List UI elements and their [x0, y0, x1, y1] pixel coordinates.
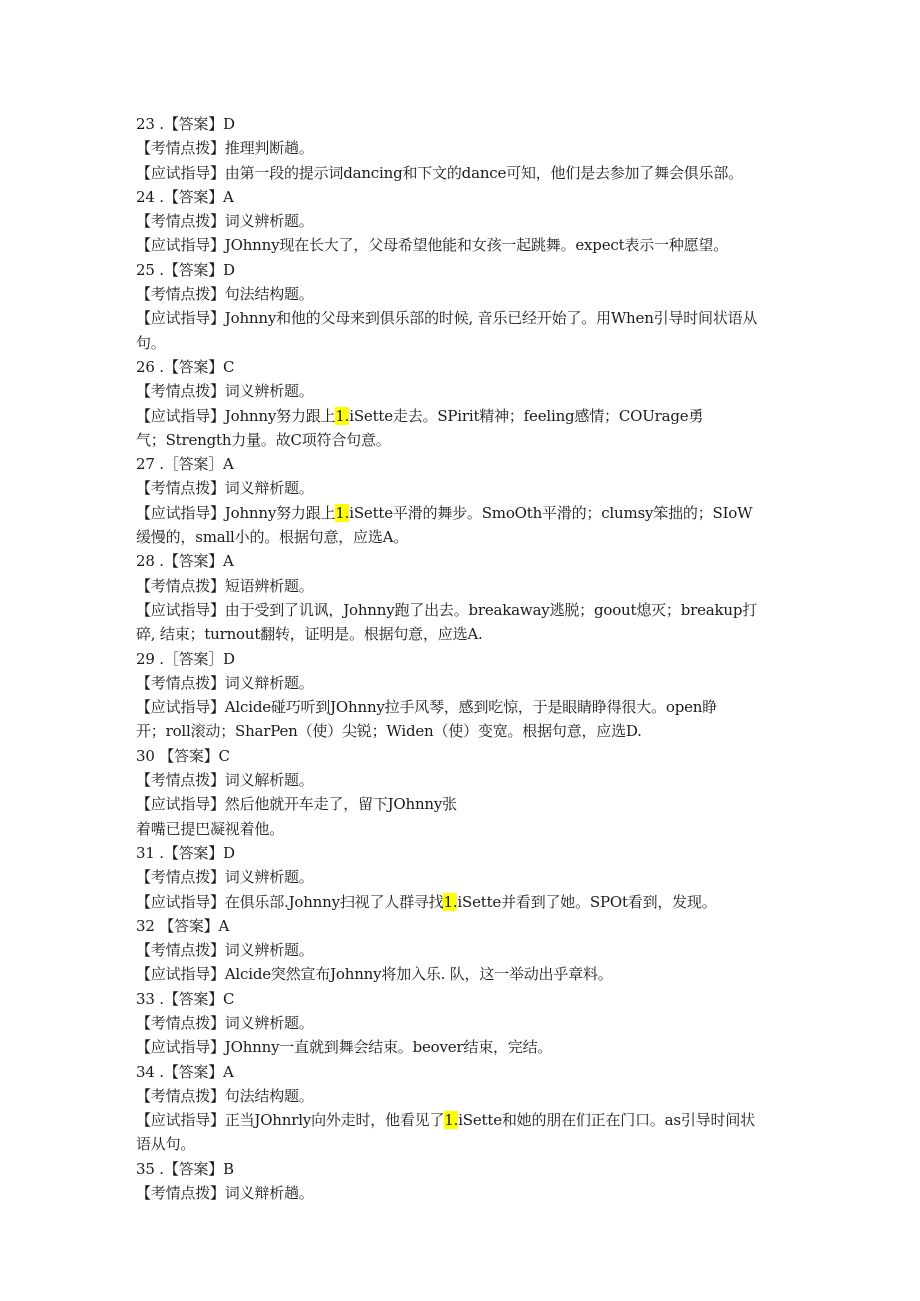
text-run: iSette走去。SPirit精神；feeling感情；COUrage勇 — [349, 406, 704, 425]
text-line — [136, 1181, 796, 1205]
text-run: 语从句。 — [136, 1135, 196, 1154]
text-line — [136, 428, 796, 452]
text-run: 开；roll滚动；SharPen（使）尖锐；Widen（使）变宽。根据句意，应选D. — [136, 722, 642, 741]
text-run: 气；Strength力量。故C项符合句意。 — [136, 430, 391, 449]
text-run: 【考情点拨】词义辩析题。 — [136, 673, 314, 692]
text-run: 32 【答案】A — [136, 916, 230, 935]
text-run: 【应试指导】Alcide突然宣布Johnny将加入乐. 队，这一举动出乎章料。 — [136, 965, 613, 984]
text-line — [136, 185, 796, 209]
text-line — [136, 379, 796, 403]
text-run: 30 【答案】C — [136, 746, 230, 765]
text-run: 【应试指导】正当JOhnrly向外走时，他看见了 — [136, 1111, 445, 1130]
text-line — [136, 768, 796, 792]
text-run: 33 .【答案】C — [136, 989, 235, 1008]
text-line — [136, 209, 796, 233]
text-run: 句。 — [136, 333, 166, 352]
text-line — [136, 1084, 796, 1108]
text-line — [136, 1011, 796, 1035]
text-run: 27 .［答案］A — [136, 455, 234, 474]
highlighted-text: 1. — [444, 1111, 459, 1130]
text-run: 【应试指导】Johnny和他的父母来到俱乐部的时候, 音乐已经开始了。用When引导时间状语从 — [136, 309, 758, 328]
text-run: 25 .【答案】D — [136, 260, 235, 279]
text-run: 【考情点拨】句法结构题。 — [136, 285, 314, 304]
text-run: 【应试指导】Johnny努力跟上 — [136, 503, 336, 522]
text-line — [136, 331, 796, 355]
text-line — [136, 258, 796, 282]
text-run: iSette和她的朋在们正在门口。as引导时间状 — [458, 1111, 755, 1130]
text-run: 着嘴已提巴凝视着他。 — [136, 819, 285, 838]
text-run: 【考情点拨】词义辩析题。 — [136, 479, 314, 498]
text-line — [136, 355, 796, 379]
text-line — [136, 501, 796, 525]
text-run: 【应试指导】JOhnny一直就到舞会结束。beover结束，完结。 — [136, 1038, 553, 1057]
text-line — [136, 574, 796, 598]
text-line — [136, 695, 796, 719]
text-run: 【考情点拨】短语辨析题。 — [136, 576, 314, 595]
text-line — [136, 1157, 796, 1181]
text-line — [136, 1108, 796, 1132]
text-run: 【应试指导】Johnny努力跟上 — [136, 406, 336, 425]
text-line — [136, 598, 796, 622]
text-line — [136, 525, 796, 549]
text-line — [136, 962, 796, 986]
text-run: 28 .【答案】A — [136, 552, 234, 571]
text-run: 26 .【答案】C — [136, 357, 235, 376]
text-line — [136, 914, 796, 938]
text-run: iSette平滑的舞步。SmoOth平滑的；clumsy笨拙的；SIoW — [349, 503, 753, 522]
text-line — [136, 841, 796, 865]
text-run: 【考情点拨】词义辨析题。 — [136, 941, 314, 960]
answer-key-text — [136, 112, 796, 1205]
highlighted-text: 1. — [443, 892, 458, 911]
text-run: 【应试指导】JOhnny现在长大了，父母希望他能和女孩一起跳舞。expect表示一种愿望。 — [136, 236, 729, 255]
text-line — [136, 161, 796, 185]
highlighted-text: 1. — [335, 503, 350, 522]
text-run: 碎, 结束；turnout翻转，证明是。根据句意，应选A. — [136, 625, 483, 644]
text-line — [136, 865, 796, 889]
text-line — [136, 136, 796, 160]
text-line — [136, 817, 796, 841]
text-line — [136, 549, 796, 573]
text-run: 24 .【答案】A — [136, 187, 234, 206]
text-line — [136, 306, 796, 330]
text-line — [136, 404, 796, 428]
text-run: 【应试指导】由于受到了讥讽，Johnny跑了出去。breakaway逃脱；goout熄灭；breakup打 — [136, 600, 758, 619]
text-line — [136, 744, 796, 768]
text-run: 31 .【答案】D — [136, 843, 235, 862]
text-line — [136, 282, 796, 306]
text-line — [136, 671, 796, 695]
text-run: 【考情点拨】词义辨析题。 — [136, 868, 314, 887]
text-line — [136, 1035, 796, 1059]
text-line — [136, 647, 796, 671]
highlighted-text: 1. — [335, 406, 350, 425]
text-line — [136, 233, 796, 257]
text-run: 23 .【答案】D — [136, 115, 235, 133]
text-line — [136, 792, 796, 816]
text-run: 【应试指导】Alcide碰巧听到JOhnny拉手风琴，感到吃惊，于是眼睛睁得很大。open睁 — [136, 698, 718, 717]
text-run: 35 .【答案】B — [136, 1159, 234, 1178]
text-run: 【应试指导】然后他就开车走了，留下JOhnny张 — [136, 795, 457, 814]
text-line — [136, 938, 796, 962]
text-run: 【考情点拨】词义辨析题。 — [136, 382, 314, 401]
text-run: 缓慢的，small小的。根据句意，应选A。 — [136, 528, 409, 547]
text-line — [136, 719, 796, 743]
text-line — [136, 112, 796, 136]
text-line — [136, 1060, 796, 1084]
text-line — [136, 1132, 796, 1156]
text-run: 【考情点拨】推理判断趟。 — [136, 139, 314, 158]
text-run: 29 .［答案］D — [136, 649, 235, 668]
text-line — [136, 452, 796, 476]
text-run: 【应试指导】由第一段的提示词dancing和下文的dance可知，他们是去参加了舞会俱乐部。 — [136, 163, 743, 182]
text-run: 【应试指导】在俱乐部.Johnny扫视了人群寻找 — [136, 892, 444, 911]
text-line — [136, 890, 796, 914]
text-run: 【考情点拨】词义解析题。 — [136, 771, 314, 790]
text-line — [136, 476, 796, 500]
text-run: 【考情点拨】词义辨析题。 — [136, 1013, 314, 1032]
text-line — [136, 622, 796, 646]
text-line — [136, 987, 796, 1011]
text-run: iSette并看到了她。SPOt看到，发现。 — [457, 892, 717, 911]
text-run: 【考情点拨】词义辩析趟。 — [136, 1184, 314, 1203]
text-run: 【考情点拨】词义辨析题。 — [136, 212, 314, 231]
text-run: 【考情点拨】句法结构题。 — [136, 1086, 314, 1105]
text-run: 34 .【答案】A — [136, 1062, 234, 1081]
